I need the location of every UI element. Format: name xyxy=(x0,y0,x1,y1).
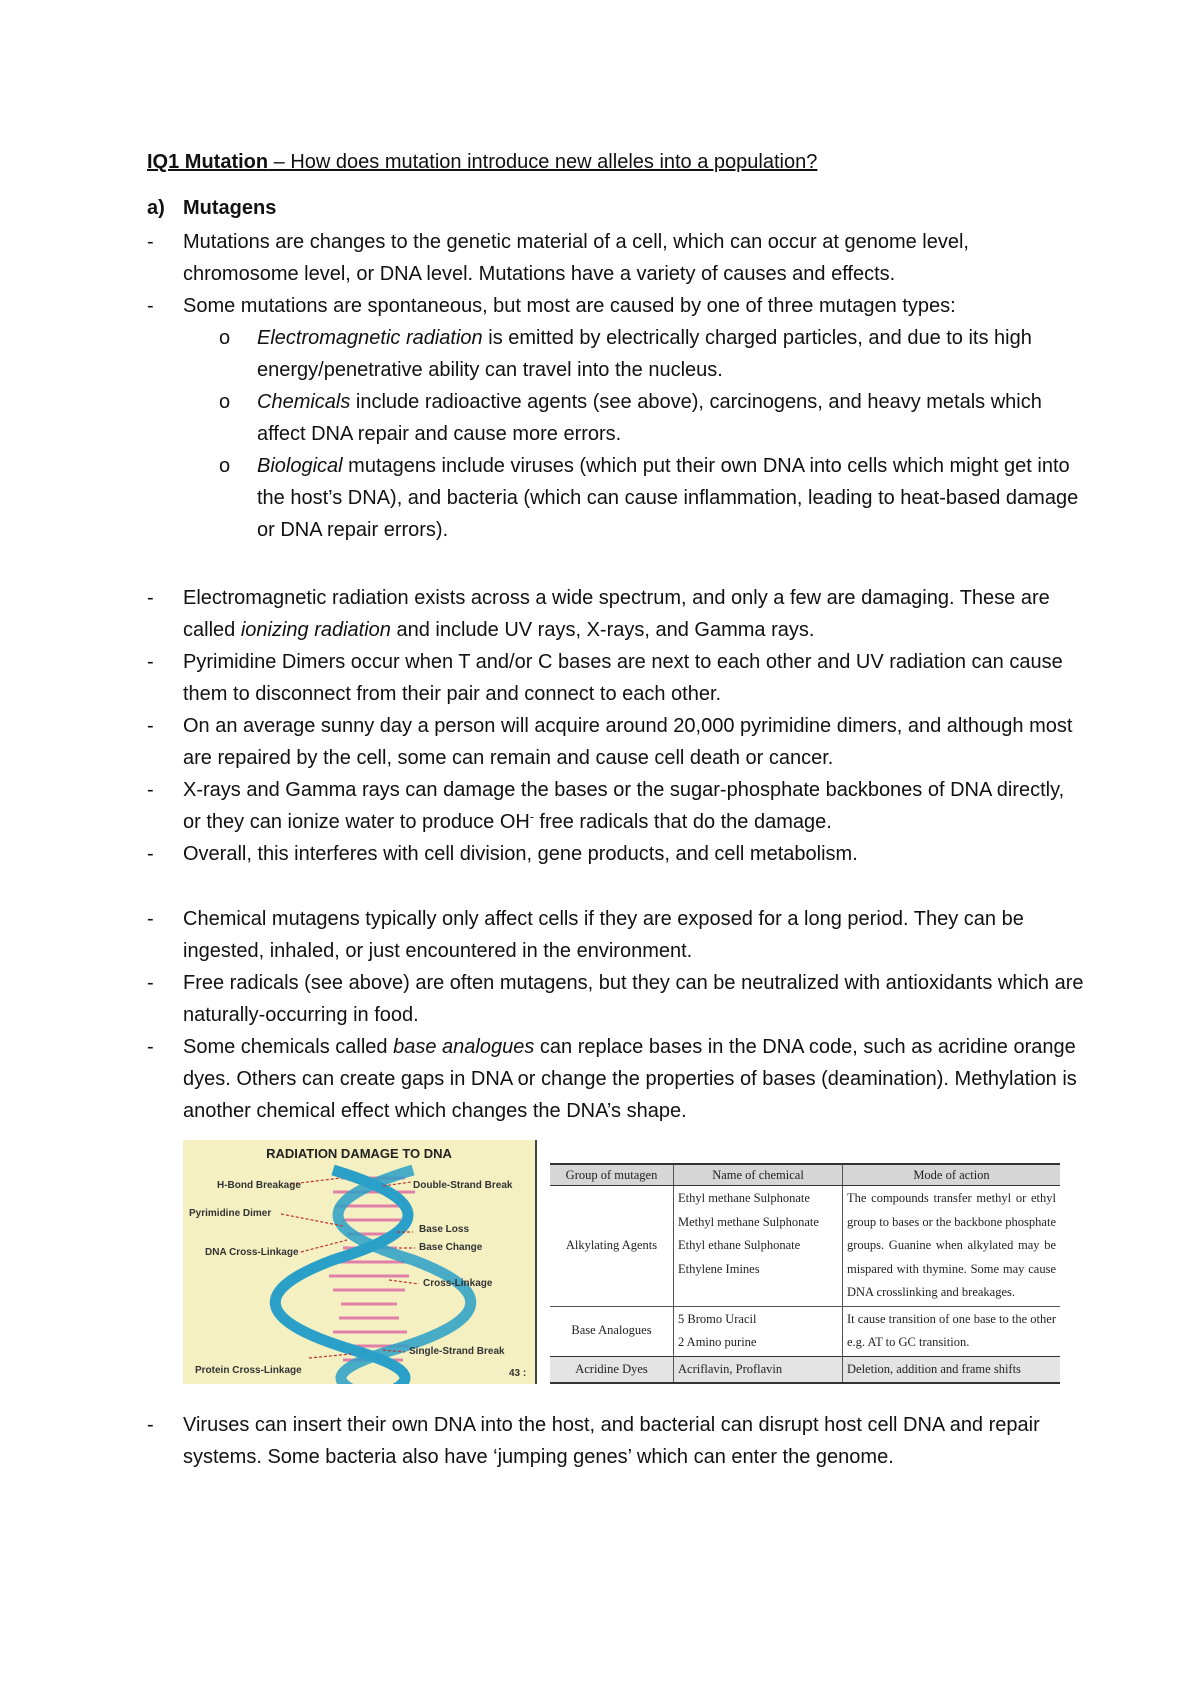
table-cell-group: Acridine Dyes xyxy=(550,1356,674,1383)
label-h-bond-breakage: H-Bond Breakage xyxy=(217,1180,301,1191)
chemical-list xyxy=(147,903,1087,1127)
sub-item-biological: o Biological mutagens include viruses (which put their own DNA into cells which might get into the host’s DNA), and bacteria (which can cause inflammation, leading to heat-based damage or DNA repair errors). xyxy=(219,455,1079,541)
label-base-change: Base Change xyxy=(419,1242,483,1253)
column-header: Name of chemical xyxy=(674,1164,843,1186)
label-single-strand-break: Single-Strand Break xyxy=(409,1346,505,1357)
list-item: - Overall, this interferes with cell division, gene products, and cell metabolism. xyxy=(147,843,858,865)
column-header: Mode of action xyxy=(843,1164,1061,1186)
list-item: - Mutations are changes to the genetic material of a cell, which can occur at genome level, chromosome level, or DNA level. Mutations have a variety of causes and effects. xyxy=(147,231,969,285)
list-item: - Some mutations are spontaneous, but most are caused by one of three mutagen types: xyxy=(147,295,956,317)
section-label: a) xyxy=(147,197,165,219)
figure-page-number: 43 : xyxy=(509,1368,527,1379)
table-cell-group: Base Analogues xyxy=(550,1306,674,1356)
section-heading xyxy=(147,197,276,220)
table-cell-chemicals: 5 Bromo Uracil 2 Amino purine xyxy=(674,1306,843,1356)
label-base-loss: Base Loss xyxy=(419,1224,470,1235)
column-header: Group of mutagen xyxy=(550,1164,674,1186)
list-item: - On an average sunny day a person will acquire around 20,000 pyrimidine dimers, and although most are repaired by the cell, some can remain and cause cell death or cancer. xyxy=(147,715,1073,769)
label-double-strand-break: Double-Strand Break xyxy=(413,1180,513,1191)
list-item: - Pyrimidine Dimers occur when T and/or C bases are next to each other and UV radiation can cause them to disconnect from their pair and connect to each other. xyxy=(147,651,1063,705)
section-title: Mutagens xyxy=(183,197,277,219)
label-dna-cross-linkage: DNA Cross-Linkage xyxy=(205,1247,299,1258)
table-row xyxy=(550,1306,1060,1356)
page-title xyxy=(147,151,817,174)
table-row xyxy=(550,1356,1060,1383)
title-question: – How does mutation introduce new alleles into a population? xyxy=(268,151,818,173)
biological-list xyxy=(147,1409,1087,1473)
list-item: - X-rays and Gamma rays can damage the bases or the sugar-phosphate backbones of DNA directly, or they can ionize water to produce OH- free radicals that do the damage. xyxy=(147,779,1065,833)
mutagens-intro-list xyxy=(147,226,1087,546)
list-item: - Some chemicals called base analogues can replace bases in the DNA code, such as acridine orange dyes. Others can create gaps in DNA or change the properties of bases (deamination). Methylation is another chemical effect which changes the DNA’s shape. xyxy=(147,1036,1077,1122)
sub-item-chemicals: o Chemicals include radioactive agents (see above), carcinogens, and heavy metals which affect DNA repair and cause more errors. xyxy=(219,391,1042,445)
list-item: - Electromagnetic radiation exists across a wide spectrum, and only a few are damaging. These are called ionizing radiation and include UV rays, X-rays, and Gamma rays. xyxy=(147,587,1050,641)
table-cell-group: Alkylating Agents xyxy=(550,1186,674,1307)
sub-item-radiation: o Electromagnetic radiation is emitted by electrically charged particles, and due to its high energy/penetrative ability can travel into the nucleus. xyxy=(219,327,1032,381)
label-pyrimidine-dimer: Pyrimidine Dimer xyxy=(189,1208,272,1219)
radiation-list xyxy=(147,582,1087,870)
chemical-mutagen-table xyxy=(550,1163,1060,1384)
list-item: - Viruses can insert their own DNA into the host, and bacterial can disrupt host cell DNA and repair systems. Some bacteria also have ‘jumping genes’ which can enter the genome. xyxy=(147,1414,1040,1468)
label-protein-cross-linkage: Protein Cross-Linkage xyxy=(195,1365,302,1376)
list-item: - Chemical mutagens typically only affect cells if they are exposed for a long period. They can be ingested, inhaled, or just encountered in the environment. xyxy=(147,908,1024,962)
table-cell-action: The compounds transfer methyl or ethyl group to bases or the backbone phosphate groups. Guanine when alkylated may be mispared with thymine. Some may cause DNA crosslinking and breakages. xyxy=(843,1186,1061,1307)
figure-title: RADIATION DAMAGE TO DNA xyxy=(266,1146,452,1161)
table-row xyxy=(550,1186,1060,1307)
table-cell-action: Deletion, addition and frame shifts xyxy=(843,1356,1061,1383)
radiation-damage-figure xyxy=(183,1140,537,1384)
list-item: - Free radicals (see above) are often mutagens, but they can be neutralized with antioxidants which are naturally-occurring in food. xyxy=(147,972,1084,1026)
table-cell-chemicals: Acriflavin, Proflavin xyxy=(674,1356,843,1383)
table-header-row xyxy=(550,1164,1060,1186)
title-topic: IQ1 Mutation xyxy=(147,151,269,173)
label-cross-linkage: Cross-Linkage xyxy=(423,1278,493,1289)
table-cell-chemicals: Ethyl methane Sulphonate Methyl methane Sulphonate Ethyl ethane Sulphonate Ethylene Imines xyxy=(674,1186,843,1307)
table-cell-action: It cause transition of one base to the other e.g. AT to GC transition. xyxy=(843,1306,1061,1356)
